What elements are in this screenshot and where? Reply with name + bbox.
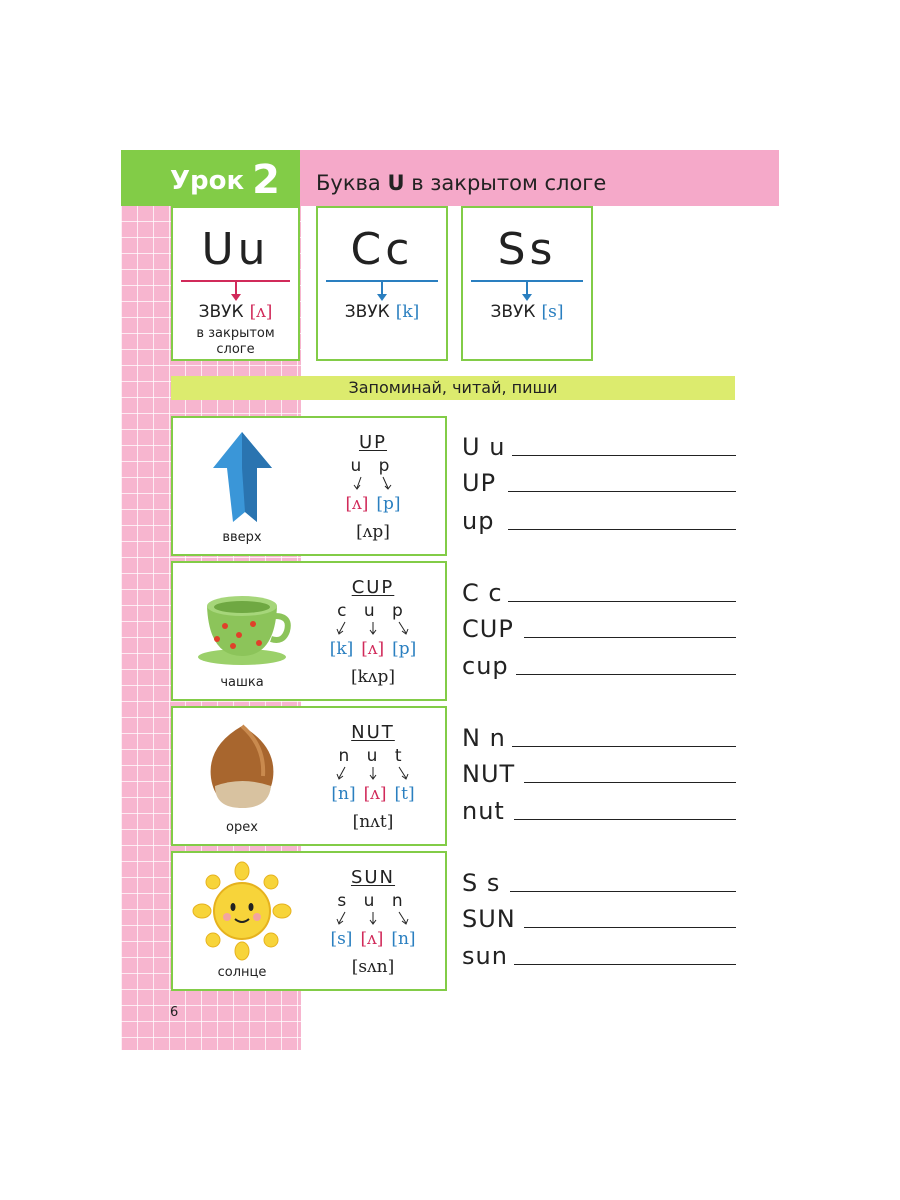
writing-line[interactable]: CUP <box>462 610 736 644</box>
page-number: 6 <box>170 1005 179 1020</box>
writing-line[interactable]: cup <box>462 647 736 681</box>
cup-icon <box>187 571 297 671</box>
lesson-label: Урок 2 <box>170 157 281 203</box>
word-card-nut: орех NUT n u t [n] [ʌ] [t] [nʌt] <box>171 706 447 846</box>
writing-line[interactable]: C c <box>462 574 736 608</box>
writing-line[interactable]: U u <box>462 428 736 462</box>
writing-line[interactable]: sun <box>462 937 736 971</box>
letter-card-u: Uu ЗВУК [ʌ] в закрытом слоге <box>171 206 300 361</box>
word-card-up: вверх UP u p [ʌ] [p] [ʌp] <box>171 416 447 556</box>
writing-line[interactable]: up <box>462 502 736 536</box>
letter-card-s: Ss ЗВУК [s] <box>461 206 593 361</box>
up-arrow-icon <box>187 426 297 526</box>
writing-line[interactable]: NUT <box>462 755 736 789</box>
writing-line[interactable]: nut <box>462 792 736 826</box>
instruction-banner: Запоминай, читай, пиши <box>171 376 735 400</box>
writing-line[interactable]: N n <box>462 719 736 753</box>
writing-line[interactable]: SUN <box>462 900 736 934</box>
sun-icon <box>187 861 297 961</box>
word-card-cup: чашка CUP c u p [k] [ʌ] [p] [kʌp] <box>171 561 447 701</box>
page-title: Буква U в закрытом слоге <box>316 171 607 195</box>
nut-icon <box>187 716 297 816</box>
lesson-number: 2 <box>252 157 281 203</box>
word-card-sun: солнце SUN s u n [s] [ʌ] [n] [sʌn] <box>171 851 447 991</box>
writing-line[interactable]: S s <box>462 864 736 898</box>
letter-card-c: Cc ЗВУК [k] <box>316 206 448 361</box>
writing-line[interactable]: UP <box>462 464 736 498</box>
